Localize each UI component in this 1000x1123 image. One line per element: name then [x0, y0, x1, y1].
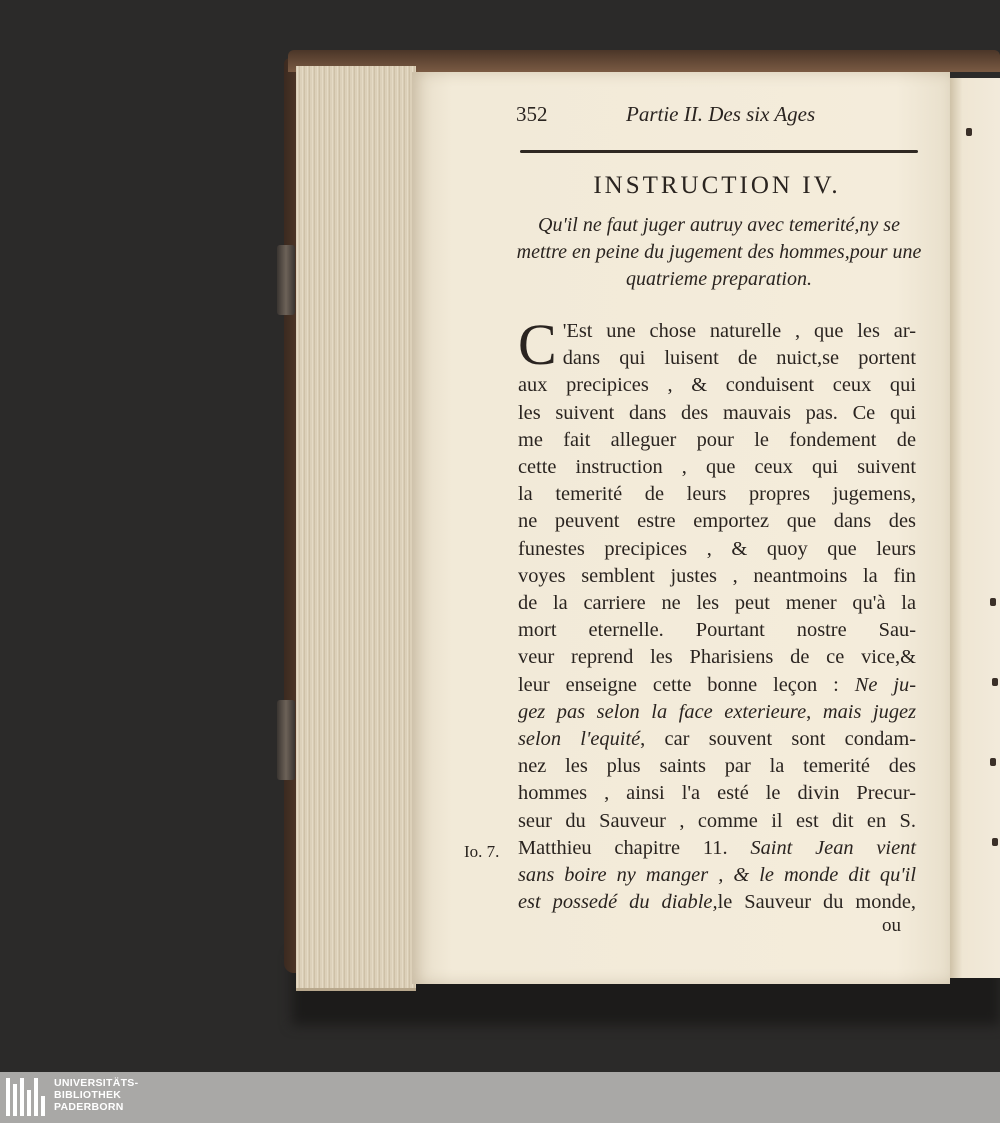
text-run-italic: selon l'equité	[518, 728, 641, 751]
text-line: sans boire ny manger , & le monde dit qu'il	[518, 864, 916, 887]
text-line: la temerité de leurs propres jugemens,	[518, 483, 916, 506]
text-line	[518, 699, 916, 726]
page-block-edges	[296, 66, 416, 991]
running-head: Partie II. Des six Ages	[626, 102, 816, 126]
text-line: nez les plus saints par la temerité des	[518, 755, 916, 778]
footer-bar	[0, 1072, 1000, 1123]
library-logo-icon	[6, 1078, 48, 1116]
text-line: ne peuvent estre emportez que dans des	[518, 510, 916, 533]
text-run: leur enseigne cette bonne leçon :	[518, 673, 839, 696]
drop-cap: C	[518, 312, 557, 377]
text-line: 'Est une chose naturelle , que les ar-	[562, 320, 916, 342]
next-page-edge	[950, 78, 1000, 978]
text-line: seur du Sauveur , comme il est dit en S.	[518, 809, 916, 832]
text-run-italic: mais jugez	[822, 700, 917, 723]
text-line: funestes precipices , & quoy que leurs	[518, 537, 916, 560]
text-run-italic: Saint Jean vient	[750, 836, 916, 859]
library-name-line: PADERBORN	[54, 1101, 124, 1113]
text-line: me fait alleguer pour le fondement de	[518, 428, 916, 451]
text-run-italic: gez pas selon la face exterieure	[518, 700, 807, 723]
header-rule	[520, 150, 918, 153]
text-run-italic: est possedé du diable,	[518, 891, 718, 914]
instruction-title: INSTRUCTION IV.	[593, 172, 841, 199]
margin-note: Io. 7.	[464, 842, 500, 861]
library-name-line: UNIVERSITÄTS-	[54, 1077, 139, 1089]
text-line: cette instruction , que ceux qui suivent	[518, 456, 916, 479]
text-line	[518, 835, 916, 862]
text-run: le Sauveur du monde,	[717, 891, 916, 914]
library-name-line: BIBLIOTHEK	[54, 1089, 122, 1101]
text-run: Matthieu chapitre 11.	[518, 836, 728, 859]
text-run: ,	[806, 700, 823, 723]
instruction-subtitle: Qu'il ne faut juger autruy avec temerité,ny se mettre en peine du jugement des hommes,pour une quatrieme preparation.	[516, 214, 922, 290]
text-line: voyes semblent justes , neantmoins la fin	[518, 564, 916, 587]
text-line: veur reprend les Pharisiens de ce vice,&	[518, 646, 916, 669]
text-run: , car souvent sont condam-	[640, 728, 916, 751]
text-line: mort eternelle. Pourtant nostre Sau-	[518, 619, 916, 642]
text-line: dans qui luisent de nuict,se portent	[562, 347, 916, 370]
text-line: les suivent dans des mauvais pas. Ce qui	[518, 401, 916, 424]
library-name	[54, 1077, 138, 1113]
page-folio: 352	[516, 102, 548, 126]
text-line: hommes , ainsi l'a esté le divin Precur-	[518, 782, 916, 805]
page-header	[516, 102, 926, 136]
catchword: ou	[882, 915, 901, 936]
text-line: aux precipices , & conduisent ceux qui	[518, 374, 916, 397]
text-line	[518, 672, 916, 699]
body-text	[518, 312, 917, 916]
clasp-lower	[277, 700, 295, 780]
book-page	[412, 72, 950, 984]
text-line	[518, 726, 916, 753]
clasp-upper	[277, 245, 295, 315]
text-line	[518, 889, 916, 916]
text-run-italic: Ne ju-	[854, 673, 916, 696]
text-line: de la carriere ne les peut mener qu'à la	[518, 592, 916, 615]
